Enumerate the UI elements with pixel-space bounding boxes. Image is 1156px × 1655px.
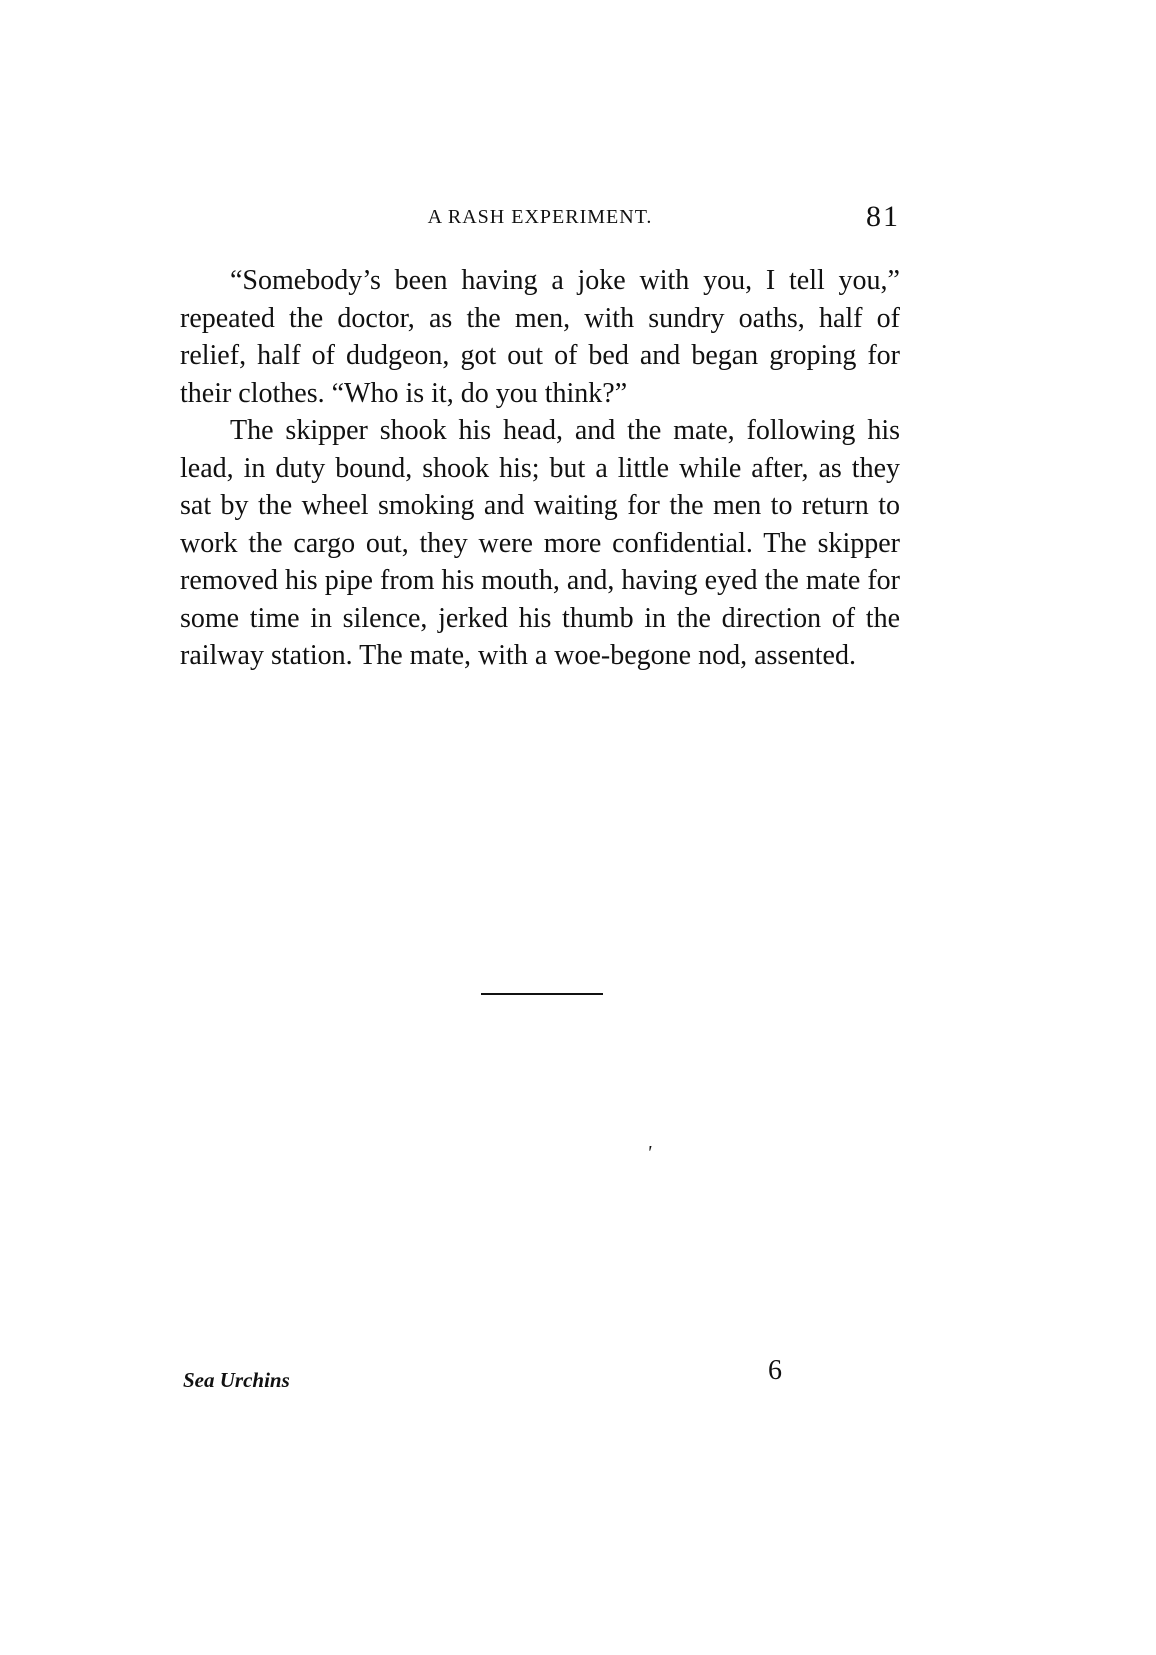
running-head [180,200,900,240]
body-text [180,262,900,675]
section-divider [481,993,603,995]
paragraph: The skipper shook his head, and the mate, following his lead, in duty bound, shook his; but a little while after, as they sat by the wheel smoking and waiting for the men to return to work the cargo out, they were more confidential. The skipper removed his pipe from his mouth, and, having eyed the mate for some time in silence, jerked his thumb in the direction of the railway station. The mate, with a woe-begone nod, assented. [180,415,900,671]
page-number: 81 [866,200,900,233]
running-title: A RASH EXPERIMENT. [427,206,653,228]
signature-mark: 6 [768,1355,782,1386]
paragraph: “Somebody’s been having a joke with you, I tell you,” repeated the doctor, as the men, with sundry oaths, half of relief, half of dudgeon, got out of bed and began groping for their clothes. “Who is it, do you think?” [180,265,900,409]
stray-mark: ' [647,1142,652,1164]
signature-title: Sea Urchins [183,1368,290,1392]
